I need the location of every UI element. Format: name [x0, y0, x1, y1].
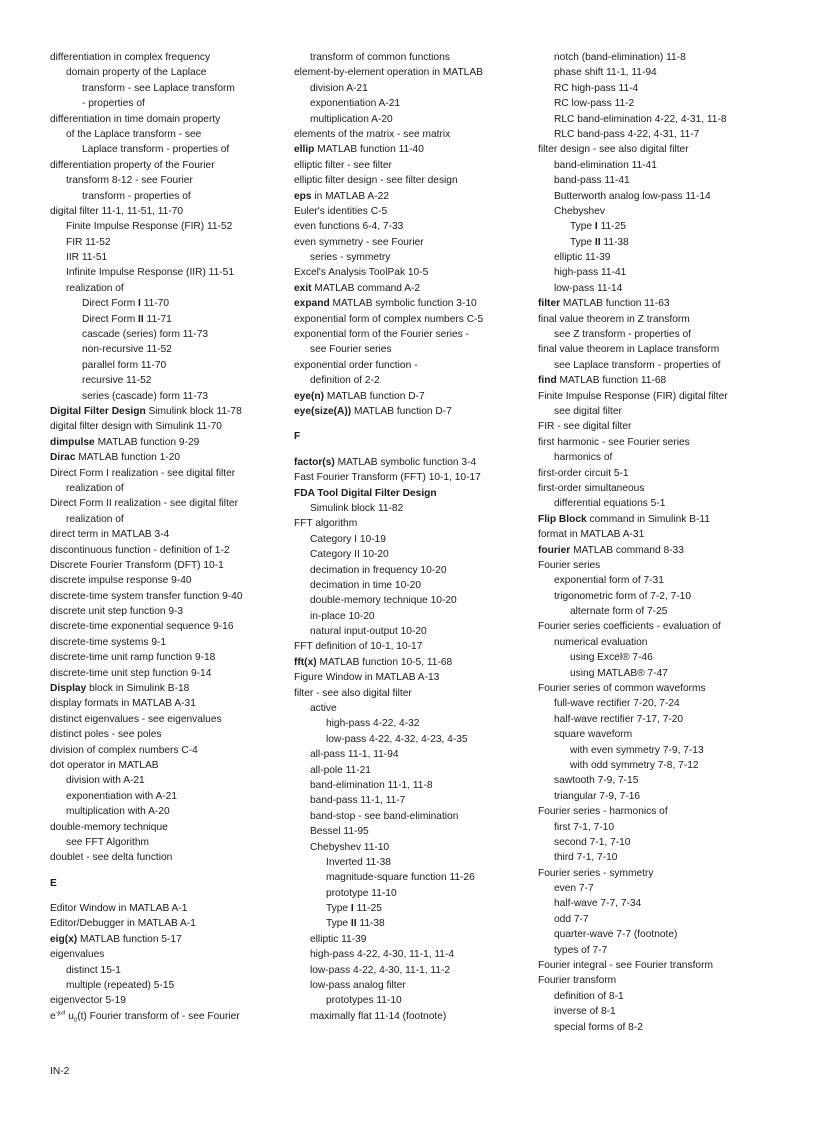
index-entry: see FFT Algorithm	[66, 836, 150, 848]
index-entry: prototype 11-10	[326, 887, 397, 899]
index-entry: even functions 6-4, 7-33	[294, 221, 404, 233]
index-entry: eps in MATLAB A-22	[294, 190, 389, 202]
index-entry: RLC band-pass 4-22, 4-31, 11-7	[554, 128, 700, 140]
index-entry: discrete-time unit step function 9-14	[50, 667, 212, 679]
index-entry: Flip Block command in Simulink B-11	[538, 513, 710, 525]
index-entry: band-stop - see band-elimination	[310, 810, 459, 822]
index-entry: Fourier transform	[538, 975, 617, 987]
spacer	[50, 891, 282, 901]
index-entry: Display block in Simulink B-18	[50, 683, 190, 695]
section-letter-heading: E	[50, 877, 57, 889]
index-entry: non-recursive 11-52	[82, 344, 172, 356]
index-entry: see Fourier series	[310, 344, 392, 356]
index-entry: element-by-element operation in MATLAB	[294, 67, 483, 79]
index-entry: transform - see Laplace transform	[82, 82, 235, 94]
index-entry: Category I 10-19	[310, 533, 386, 545]
index-entry: realization of	[66, 282, 124, 294]
index-entry: first harmonic - see Fourier series	[538, 436, 690, 448]
index-entry: Fourier series - harmonics of	[538, 806, 668, 818]
index-entry: eig(x) MATLAB function 5-17	[50, 933, 182, 945]
index-entry: all-pass 11-1, 11-94	[310, 749, 399, 761]
index-entry: high-pass 4-22, 4-30, 11-1, 11-4	[310, 949, 455, 961]
index-entry: with odd symmetry 7-8, 7-12	[570, 759, 699, 771]
index-entry: types of 7-7	[554, 944, 608, 956]
index-entry: eye(size(A)) MATLAB function D-7	[294, 405, 452, 417]
index-entry: format in MATLAB A-31	[538, 529, 645, 541]
spacer	[294, 445, 526, 455]
index-entry: natural input-output 10-20	[310, 626, 427, 638]
index-entry: Finite Impulse Response (FIR) digital filter	[538, 390, 728, 402]
index-entry: first-order circuit 5-1	[538, 467, 629, 479]
index-entry: elliptic 11-39	[310, 933, 367, 945]
index-entry: Bessel 11-95	[310, 826, 369, 838]
index-column-1	[50, 50, 282, 1024]
index-entry: quarter-wave 7-7 (footnote)	[554, 929, 678, 941]
index-entry: definition of 2-2	[310, 375, 380, 387]
index-entry: final value theorem in Laplace transform	[538, 344, 720, 356]
index-entry: see Z transform - properties of	[554, 329, 692, 341]
index-entry: discrete-time exponential sequence 9-16	[50, 621, 234, 633]
index-entry: eigenvector 5-19	[50, 995, 126, 1007]
index-entry: FIR - see digital filter	[538, 421, 632, 433]
index-entry: series - symmetry	[310, 252, 391, 264]
index-entry: exponentiation with A-21	[66, 790, 178, 802]
index-entry: Fourier series coefficients - evaluation of	[538, 621, 721, 633]
index-entry: high-pass 11-41	[554, 267, 627, 279]
index-entry: Editor Window in MATLAB A-1	[50, 903, 188, 915]
index-entry: multiplication A-20	[310, 113, 393, 125]
index-entry: differentiation in time domain property	[50, 113, 221, 125]
index-entry: with even symmetry 7-9, 7-13	[570, 744, 704, 756]
spacer	[50, 866, 282, 876]
index-entry: expand MATLAB symbolic function 3-10	[294, 298, 477, 310]
index-entry: Category II 10-20	[310, 549, 389, 561]
index-entry: ellip MATLAB function 11-40	[294, 144, 424, 156]
section-letter-heading: F	[294, 431, 301, 443]
index-entry: maximally flat 11-14 (footnote)	[310, 1010, 447, 1022]
index-entry: Inverted 11-38	[326, 856, 391, 868]
index-entry: discrete impulse response 9-40	[50, 575, 192, 587]
index-entry: discrete-time system transfer function 9-40	[50, 590, 243, 602]
index-entry: prototypes 11-10	[326, 995, 402, 1007]
index-entry: multiplication with A-20	[66, 806, 170, 818]
index-entry: square waveform	[554, 729, 633, 741]
index-entry: Chebyshev	[554, 205, 605, 217]
index-entry: filter - see also digital filter	[294, 687, 412, 699]
index-entry: notch (band-elimination) 11-8	[554, 52, 686, 63]
index-entry: FFT definition of 10-1, 10-17	[294, 641, 423, 653]
index-entry: using Excel® 7-46	[570, 652, 653, 664]
index-entry: distinct 15-1	[66, 964, 121, 976]
index-entry: exponential form of the Fourier series -	[294, 329, 469, 341]
index-entry: FFT algorithm	[294, 518, 358, 530]
index-entry: Direct Form II 11-71	[82, 313, 172, 325]
index-entry: Digital Filter Design Simulink block 11-78	[50, 405, 242, 417]
index-entry: exponentiation A-21	[310, 98, 401, 110]
index-entry: dimpulse MATLAB function 9-29	[50, 436, 200, 448]
index-entry: domain property of the Laplace	[66, 67, 207, 79]
index-entry: inverse of 8-1	[554, 1006, 616, 1018]
index-entry: distinct eigenvalues - see eigenvalues	[50, 713, 222, 725]
index-entry: transform 8-12 - see Fourier	[66, 175, 193, 187]
index-entry: filter design - see also digital filter	[538, 144, 689, 156]
index-entry: differentiation in complex frequency	[50, 52, 211, 63]
index-entry: direct term in MATLAB 3-4	[50, 529, 170, 541]
index-entry: low-pass 11-14	[554, 282, 623, 294]
index-entry: digital filter design with Simulink 11-70	[50, 421, 222, 433]
index-entry: Fourier series	[538, 559, 601, 571]
index-entry: odd 7-7	[554, 913, 589, 925]
index-entry: second 7-1, 7-10	[554, 836, 631, 848]
index-entry: transform - properties of	[82, 190, 191, 202]
index-entry: half-wave 7-7, 7-34	[554, 898, 642, 910]
index-entry: low-pass 4-22, 4-32, 4-23, 4-35	[326, 733, 468, 745]
index-entry: double-memory technique 10-20	[310, 595, 457, 607]
index-entry: using MATLAB® 7-47	[570, 667, 668, 679]
index-entry: even symmetry - see Fourier	[294, 236, 424, 248]
index-entry: Fourier series of common waveforms	[538, 683, 706, 695]
index-entry: RC high-pass 11-4	[554, 82, 639, 94]
index-entry: band-elimination 11-1, 11-8	[310, 779, 433, 791]
spacer	[294, 419, 526, 429]
index-entry: Direct Form I realization - see digital filter	[50, 467, 236, 479]
index-entry: see digital filter	[554, 405, 622, 417]
index-entry: find MATLAB function 11-68	[538, 375, 667, 387]
index-entry: division A-21	[310, 82, 368, 94]
index-entry: Simulink block 11-82	[310, 502, 404, 514]
index-entry: Excel's Analysis ToolPak 10-5	[294, 267, 429, 279]
index-entry: Discrete Fourier Transform (DFT) 10-1	[50, 559, 224, 571]
index-entry: Fourier series - symmetry	[538, 867, 654, 879]
index-entry: Butterworth analog low-pass 11-14	[554, 190, 711, 202]
index-entry: decimation in time 10-20	[310, 579, 421, 591]
index-entry: exit MATLAB command A-2	[294, 282, 421, 294]
index-entry: third 7-1, 7-10	[554, 852, 618, 864]
index-entry: sawtooth 7-9, 7-15	[554, 775, 639, 787]
index-entry: Direct Form I 11-70	[82, 298, 170, 310]
index-entry: $e^{-j\omega t}$ $u_0(t)$ Fourier transform of - see Fourier	[50, 1010, 240, 1024]
index-entry: differentiation property of the Fourier	[50, 159, 215, 171]
index-entry: discrete-time unit ramp function 9-18	[50, 652, 216, 664]
index-entry: all-pole 11-21	[310, 764, 371, 776]
index-entry: special forms of 8-2	[554, 1021, 643, 1033]
index-entry: elliptic filter design - see filter design	[294, 175, 458, 187]
index-entry: fourier MATLAB command 8-33	[538, 544, 684, 556]
index-entry: factor(s) MATLAB symbolic function 3-4	[294, 456, 477, 468]
index-entry: filter MATLAB function 11-63	[538, 298, 670, 310]
index-entry: elements of the matrix - see matrix	[294, 128, 451, 140]
index-entry: definition of 8-1	[554, 990, 624, 1002]
index-entry: full-wave rectifier 7-20, 7-24	[554, 698, 680, 710]
index-entry: active	[310, 703, 337, 715]
index-entry: - properties of	[82, 98, 145, 110]
index-entry: elliptic 11-39	[554, 252, 611, 264]
index-entry: RC low-pass 11-2	[554, 98, 635, 110]
index-entry: RLC band-elimination 4-22, 4-31, 11-8	[554, 113, 727, 125]
index-column-2	[294, 50, 526, 1024]
index-entry: transform of common functions	[310, 52, 450, 63]
index-entry: see Laplace transform - properties of	[554, 359, 721, 371]
index-entry: eye(n) MATLAB function D-7	[294, 390, 425, 402]
index-entry: of the Laplace transform - see	[66, 128, 202, 140]
index-entry: half-wave rectifier 7-17, 7-20	[554, 713, 684, 725]
index-entry: FDA Tool Digital Filter Design	[294, 487, 437, 499]
index-entry: Euler's identities C-5	[294, 205, 388, 217]
index-entry: division with A-21	[66, 775, 145, 787]
index-entry: multiple (repeated) 5-15	[66, 980, 175, 992]
index-entry: phase shift 11-1, 11-94	[554, 67, 657, 79]
index-entry: trigonometric form of 7-2, 7-10	[554, 590, 692, 602]
index-entry: discontinuous function - definition of 1-2	[50, 544, 230, 556]
index-entry: Type I 11-25	[326, 903, 382, 915]
index-entry: final value theorem in Z transform	[538, 313, 690, 325]
page-number: IN-2	[50, 1066, 70, 1077]
index-entry: elliptic filter - see filter	[294, 159, 392, 171]
index-entry: numerical evaluation	[554, 636, 648, 648]
index-entry: distinct poles - see poles	[50, 729, 162, 741]
index-entry: realization of	[66, 513, 124, 525]
index-entry: Type II 11-38	[570, 236, 629, 248]
index-entry: Type II 11-38	[326, 918, 385, 930]
index-entry: FIR 11-52	[66, 236, 111, 248]
index-entry: parallel form 11-70	[82, 359, 167, 371]
index-entry: low-pass analog filter	[310, 980, 406, 992]
index-entry: dot operator in MATLAB	[50, 759, 159, 771]
index-entry: cascade (series) form 11-73	[82, 329, 209, 341]
index-entry: Laplace transform - properties of	[82, 144, 230, 156]
index-entry: decimation in frequency 10-20	[310, 564, 447, 576]
index-entry: Direct Form II realization - see digital filter	[50, 498, 238, 510]
index-entry: triangular 7-9, 7-16	[554, 790, 641, 802]
index-entry: Dirac MATLAB function 1-20	[50, 452, 181, 464]
index-entry: band-pass 11-41	[554, 175, 630, 187]
index-entry: first-order simultaneous	[538, 482, 645, 494]
index-entry: magnitude-square function 11-26	[326, 872, 475, 884]
index-entry: discrete-time systems 9-1	[50, 636, 167, 648]
index-entry: exponential form of complex numbers C-5	[294, 313, 484, 325]
index-entry: first 7-1, 7-10	[554, 821, 615, 833]
index-entry: digital filter 11-1, 11-51, 11-70	[50, 205, 184, 217]
index-entry: Fast Fourier Transform (FFT) 10-1, 10-17	[294, 472, 481, 484]
index-column-3	[538, 50, 778, 1035]
index-entry: double-memory technique	[50, 821, 168, 833]
index-entry: series (cascade) form 11-73	[82, 390, 209, 402]
index-entry: realization of	[66, 482, 124, 494]
index-entry: Editor/Debugger in MATLAB A-1	[50, 918, 196, 930]
index-entry: eigenvalues	[50, 949, 105, 961]
index-entry: Figure Window in MATLAB A-13	[294, 672, 440, 684]
index-entry: band-elimination 11-41	[554, 159, 657, 171]
index-entry: Finite Impulse Response (FIR) 11-52	[66, 221, 233, 233]
index-entry: exponential order function -	[294, 359, 418, 371]
index-entry: low-pass 4-22, 4-30, 11-1, 11-2	[310, 964, 451, 976]
index-entry: band-pass 11-1, 11-7	[310, 795, 406, 807]
index-entry: alternate form of 7-25	[570, 606, 668, 618]
index-entry: Fourier integral - see Fourier transform	[538, 960, 713, 972]
index-entry: doublet - see delta function	[50, 852, 173, 864]
index-entry: even 7-7	[554, 883, 594, 895]
index-entry: Chebyshev 11-10	[310, 841, 390, 853]
index-entry: display formats in MATLAB A-31	[50, 698, 196, 710]
index-entry: division of complex numbers C-4	[50, 744, 198, 756]
index-entry: harmonics of	[554, 452, 613, 464]
index-entry: recursive 11-52	[82, 375, 152, 387]
index-entry: Infinite Impulse Response (IIR) 11-51	[66, 267, 234, 279]
index-entry: discrete unit step function 9-3	[50, 606, 184, 618]
index-entry: exponential form of 7-31	[554, 575, 664, 587]
index-entry: fft(x) MATLAB function 10-5, 11-68	[294, 656, 453, 668]
index-entry: Type I 11-25	[570, 221, 626, 233]
index-entry: high-pass 4-22, 4-32	[326, 718, 420, 730]
index-entry: differential equations 5-1	[554, 498, 666, 510]
index-entry: in-place 10-20	[310, 610, 375, 622]
index-entry: IIR 11-51	[66, 252, 108, 264]
